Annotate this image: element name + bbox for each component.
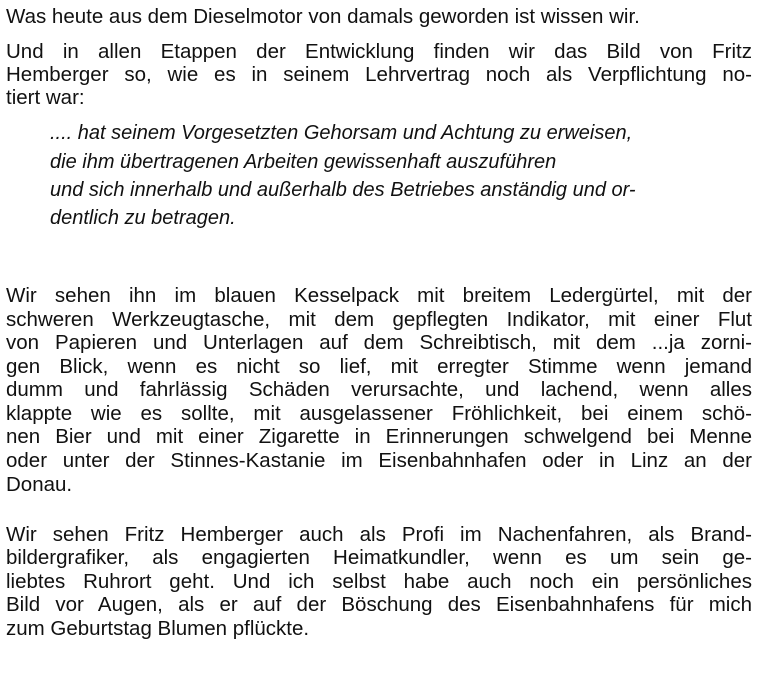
paragraph-3-line: schweren Werkzeugtasche, mit dem gepflegten Indikator, mit einer Flut — [6, 308, 752, 331]
paragraph-2-line: Hemberger so, wie es in seinem Lehrvertrag noch als Verpflichtung no- — [6, 63, 752, 86]
paragraph-4-line: Bild vor Augen, als er auf der Böschung des Eisenbahnhafens für mich — [6, 593, 752, 616]
paragraph-3-line: oder unter der Stinnes-Kastanie im Eisenbahnhafen oder in Linz an der — [6, 449, 752, 472]
paragraph-2-line: tiert war: — [6, 86, 85, 109]
paragraph-3-line: nen Bier und mit einer Zigarette in Erinnerungen schwelgend bei Menne — [6, 425, 752, 448]
quote-line: und sich innerhalb und außerhalb des Betriebes anständig und or- — [50, 179, 636, 201]
paragraph-3-line: klappte wie es sollte, mit ausgelassener Fröhlichkeit, bei einem schö- — [6, 402, 752, 425]
paragraph-3-line: von Papieren und Unterlagen auf dem Schreibtisch, mit dem ...ja zorni- — [6, 331, 752, 354]
paragraph-4-line: Wir sehen Fritz Hemberger auch als Profi im Nachenfahren, als Brand- — [6, 523, 752, 546]
paragraph-4-line: zum Geburtstag Blumen pflückte. — [6, 617, 310, 640]
paragraph-1-line: Was heute aus dem Dieselmotor von damals geworden ist wissen wir. — [6, 5, 640, 28]
quote-line: dentlich zu betragen. — [50, 207, 236, 229]
paragraph-3-line: dumm und fahrlässig Schäden verursachte, und lachend, wenn alles — [6, 378, 752, 401]
paragraph-3-line: Donau. — [6, 473, 73, 496]
paragraph-3-line: gen Blick, wenn es nicht so lief, mit erregter Stimme wenn jemand — [6, 355, 752, 378]
paragraph-2-line: Und in allen Etappen der Entwicklung finden wir das Bild von Fritz — [6, 40, 752, 63]
paragraph-4-line: liebtes Ruhrort geht. Und ich selbst habe auch noch ein persönliches — [6, 570, 752, 593]
paragraph-4-line: bildergrafiker, als engagierten Heimatkundler, wenn es um sein ge- — [6, 546, 752, 569]
paragraph-3-line: Wir sehen ihn im blauen Kesselpack mit breitem Ledergürtel, mit der — [6, 284, 752, 307]
quote-line: .... hat seinem Vorgesetzten Gehorsam und Achtung zu erweisen, — [50, 122, 633, 144]
quote-line: die ihm übertragenen Arbeiten gewissenhaft auszuführen — [50, 151, 557, 173]
